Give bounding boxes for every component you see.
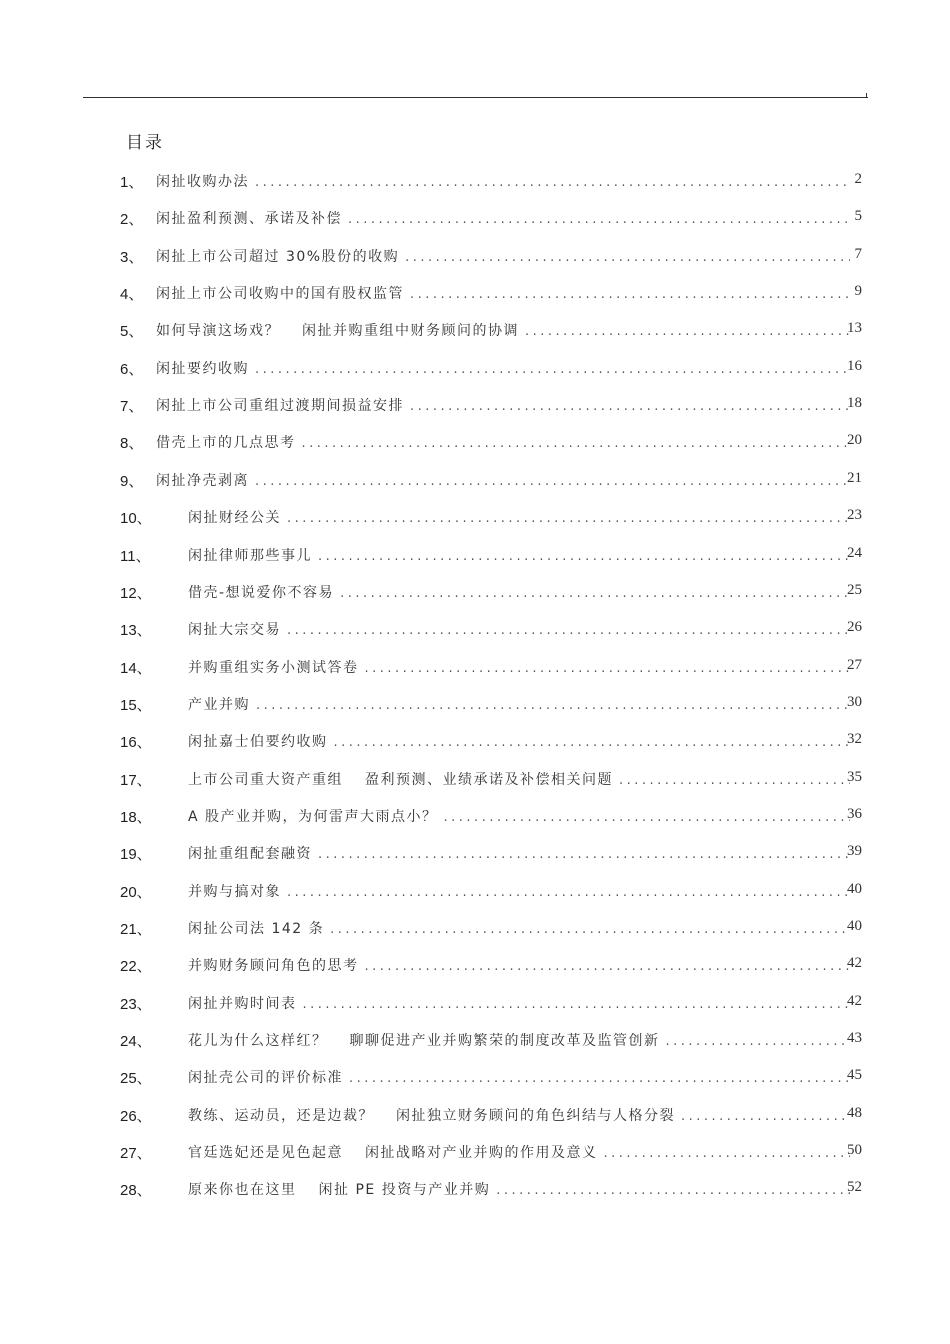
toc-entry-page-number: 40 (847, 918, 862, 934)
toc-entry-number: 28、 (120, 1182, 152, 1200)
toc-entry-title-line (156, 283, 850, 303)
toc-entry[interactable] (0, 1058, 950, 1095)
toc-entry[interactable] (0, 797, 950, 834)
toc-entry-page-number: 48 (847, 1104, 862, 1121)
toc-entry[interactable] (0, 1133, 950, 1170)
toc-entry-title-line (188, 731, 850, 751)
toc-entry-number: 27、 (120, 1145, 152, 1163)
toc-entry-number: 6、 (120, 360, 144, 378)
toc-entry[interactable] (0, 648, 950, 685)
toc-dot-leader (255, 474, 850, 489)
toc-entry-title: 教练、运动员，还是边裁？ (188, 1107, 374, 1124)
toc-entry-number: 7、 (120, 398, 144, 416)
toc-entry-title-line (188, 993, 850, 1013)
toc-entry[interactable] (0, 311, 950, 348)
toc-entry[interactable] (0, 536, 950, 573)
toc-entry-page-number: 42 (847, 992, 862, 1009)
toc-entry[interactable] (0, 199, 950, 236)
toc-dot-leader (318, 847, 850, 862)
toc-entry[interactable] (0, 498, 950, 535)
toc-dot-leader (302, 436, 851, 451)
toc-entry-number: 15、 (120, 696, 152, 714)
toc-entry-page-number: 25 (847, 581, 862, 598)
toc-entry[interactable] (0, 162, 950, 199)
toc-entry-page-number: 20 (847, 432, 862, 449)
toc-entry-subtitle: 盈利预测、业绩承诺及补偿相关问题 (365, 771, 613, 788)
toc-dot-leader (255, 175, 850, 190)
toc-entry-title: 并购重组实务小测试答卷 (188, 659, 359, 676)
toc-entry-title-line (188, 881, 850, 901)
toc-entry[interactable] (0, 573, 950, 610)
toc-entry[interactable] (0, 909, 950, 946)
toc-dot-leader (444, 810, 850, 825)
toc-dot-leader (348, 212, 850, 227)
toc-entry-subtitle: 闲扯独立财务顾问的角色纠结与人格分裂 (396, 1107, 675, 1124)
toc-entry-title-line (188, 507, 850, 527)
toc-entry-title: 闲扯收购办法 (156, 174, 249, 190)
toc-entry-title-line (156, 320, 850, 340)
header-rule (83, 97, 868, 98)
toc-entry-title: 原来你也在这里 (188, 1182, 297, 1199)
toc-entry-number: 24、 (120, 1033, 152, 1051)
toc-dot-leader (365, 661, 851, 676)
toc-entry-title: 上市公司重大资产重组 (188, 771, 343, 788)
toc-dot-leader (410, 399, 850, 414)
toc-dot-leader (619, 773, 850, 788)
toc-entry-title: 闲扯上市公司收购中的国有股权监管 (156, 286, 404, 303)
toc-entry[interactable] (0, 461, 950, 498)
toc-entry-number: 4、 (120, 286, 144, 304)
toc-dot-leader (349, 1071, 850, 1086)
toc-entry-subtitle: 闲扯 PE 投资与产业并购 (318, 1182, 491, 1199)
toc-entry[interactable] (0, 760, 950, 797)
toc-entry-title-line (156, 358, 850, 378)
toc-entry-page-number: 27 (847, 656, 862, 673)
toc-entry-page-number: 5 (854, 208, 862, 225)
toc-entry-title: 并购与搞对象 (188, 883, 281, 900)
toc-entry-title-line (188, 1142, 850, 1162)
toc-entry-title: 闲扯重组配套融资 (188, 846, 312, 863)
toc-dot-leader (405, 250, 850, 265)
toc-entry-page-number: 26 (847, 619, 862, 636)
toc-entry[interactable] (0, 685, 950, 722)
toc-entry-number: 9、 (120, 472, 144, 490)
toc-entry-title: 闲扯财经公关 (188, 510, 281, 527)
toc-entry-number: 19、 (120, 846, 152, 864)
toc-entry-title: 闲扯要约收购 (156, 360, 249, 377)
toc-entry-title: 并购财务顾问角色的思考 (188, 958, 359, 975)
toc-entry-title-line (156, 246, 850, 266)
toc-entry-title: 闲扯上市公司超过 30%股份的收购 (156, 248, 400, 265)
toc-entry-title: 闲扯净壳剥离 (156, 472, 249, 489)
toc-entry-page-number: 18 (847, 395, 862, 412)
toc-entry-title-line (188, 918, 850, 938)
toc-entry[interactable] (0, 349, 950, 386)
toc-dot-leader (340, 586, 850, 601)
toc-entry-title: 产业并购 (188, 696, 250, 713)
toc-entry-page-number: 39 (847, 843, 862, 860)
toc-entry-page-number: 7 (854, 245, 862, 262)
toc-entry-title: 闲扯盈利预测、承诺及补偿 (156, 211, 342, 228)
toc-entry-page-number: 32 (847, 731, 862, 748)
toc-entry-page-number: 16 (847, 357, 862, 374)
toc-entry-title: 闲扯嘉士伯要约收购 (188, 734, 328, 751)
toc-entry[interactable] (0, 386, 950, 423)
toc-entry-page-number: 21 (847, 469, 862, 486)
toc-dot-leader (365, 959, 851, 974)
toc-entry-title-line (188, 769, 850, 789)
toc-entry-subtitle: 闲扯并购重组中财务顾问的协调 (302, 323, 519, 340)
toc-entry-number: 16、 (120, 734, 152, 752)
toc-entry-number: 3、 (120, 248, 144, 266)
toc-dot-leader (287, 623, 850, 638)
toc-entry-number: 26、 (120, 1107, 152, 1125)
toc-entry[interactable] (0, 722, 950, 759)
toc-entry-title-line (188, 582, 850, 602)
toc-entry[interactable] (0, 1170, 950, 1207)
toc-entry[interactable] (0, 237, 950, 274)
header-rule-end-mark (866, 93, 867, 98)
toc-entry-title-line (188, 843, 850, 863)
toc-dot-leader (410, 287, 850, 302)
toc-entry[interactable] (0, 946, 950, 983)
toc-entry-title-line (188, 955, 850, 975)
toc-title: 目录 (126, 133, 164, 153)
toc-entry[interactable] (0, 1096, 950, 1133)
toc-entry-title: 花儿为什么这样红？ (188, 1033, 328, 1050)
toc-dot-leader (525, 324, 850, 339)
toc-entry-page-number: 40 (847, 880, 862, 897)
toc-entry-title-line (188, 1067, 850, 1087)
toc-entry-title: 借壳-想说爱你不容易 (188, 584, 335, 601)
toc-entry-page-number: 45 (847, 1067, 862, 1084)
toc-entry-title-line (156, 171, 850, 191)
toc-entry-title: 闲扯上市公司重组过渡期间损益安排 (156, 398, 404, 415)
toc-dot-leader (681, 1109, 850, 1124)
toc-entry-number: 25、 (120, 1070, 152, 1088)
toc-entry-number: 23、 (120, 995, 152, 1013)
toc-entry[interactable] (0, 834, 950, 871)
toc-entry-number: 18、 (120, 808, 152, 826)
toc-entry-number: 11、 (120, 547, 151, 565)
toc-entry[interactable] (0, 1021, 950, 1058)
toc-dot-leader (604, 1146, 851, 1161)
toc-entry-page-number: 35 (847, 768, 862, 785)
toc-entry-number: 21、 (120, 921, 152, 938)
toc-dot-leader (303, 997, 851, 1012)
toc-entry[interactable] (0, 610, 950, 647)
toc-entry-number: 5、 (120, 323, 144, 341)
toc-entry-page-number: 30 (847, 693, 862, 710)
toc-entry-title: 官廷选妃还是见色起意 (188, 1145, 343, 1162)
toc-entry-title-line (156, 208, 850, 228)
toc-dot-leader (334, 735, 851, 750)
toc-entry-title-line (188, 1179, 850, 1199)
toc-entry-title-line (188, 694, 850, 714)
toc-dot-leader (255, 362, 850, 377)
toc-dot-leader (318, 549, 850, 564)
toc-entry-number: 2、 (120, 211, 144, 229)
toc-dot-leader (496, 1183, 850, 1198)
toc-dot-leader (666, 1034, 851, 1049)
toc-entry-title: 借壳上市的几点思考 (156, 435, 296, 452)
toc-dot-leader (256, 698, 850, 713)
toc-entry-title: A 股产业并购，为何雷声大雨点小？ (188, 808, 438, 825)
toc-entry-number: 12、 (120, 584, 152, 602)
toc-dot-leader (287, 885, 850, 900)
toc-entry-title: 闲扯律师那些事儿 (188, 547, 312, 564)
toc-entry-page-number: 2 (854, 171, 862, 187)
toc-entry-number: 17、 (120, 771, 152, 789)
toc-entry-number: 1、 (120, 174, 144, 191)
toc-entry-number: 13、 (120, 622, 152, 640)
toc-entry-number: 20、 (120, 883, 152, 901)
toc-entry-title-line (188, 806, 850, 826)
toc-entry[interactable] (0, 423, 950, 460)
toc-entry-page-number: 24 (847, 544, 862, 561)
toc-entry-title-line (188, 619, 850, 639)
toc-entry-title-line (188, 657, 850, 677)
toc-entry-title: 闲扯并购时间表 (188, 995, 297, 1012)
toc-entry-number: 22、 (120, 958, 152, 976)
toc-entry-title: 如何导演这场戏？ (156, 323, 280, 340)
toc-entry-title-line (188, 1030, 850, 1050)
toc-entry-title: 闲扯壳公司的评价标准 (188, 1070, 343, 1087)
toc-entry-title-line (188, 545, 850, 565)
toc-entry-title-line (188, 1105, 850, 1125)
toc-entry-number: 10、 (120, 510, 152, 528)
toc-entry-title-line (156, 432, 850, 452)
toc-entry[interactable] (0, 984, 950, 1021)
toc-entry-page-number: 13 (847, 320, 862, 337)
toc-entry-page-number: 52 (847, 1179, 862, 1196)
toc-entry-title: 闲扯公司法 142 条 (188, 921, 325, 937)
toc-entry[interactable] (0, 872, 950, 909)
toc-entry-subtitle: 聊聊促进产业并购繁荣的制度改革及监管创新 (349, 1033, 660, 1050)
toc-entry-title-line (156, 395, 850, 415)
toc-entry-title-line (156, 470, 850, 490)
toc-entry-page-number: 43 (847, 1030, 862, 1047)
toc-entry-page-number: 50 (847, 1142, 862, 1159)
toc-entry-page-number: 42 (847, 955, 862, 972)
toc-entry-page-number: 9 (854, 283, 862, 300)
toc-entry[interactable] (0, 274, 950, 311)
toc-dot-leader (330, 922, 850, 937)
toc-entry-number: 14、 (120, 659, 152, 677)
toc-entry-number: 8、 (120, 435, 144, 453)
toc-entry-page-number: 23 (847, 507, 862, 524)
toc-entry-page-number: 36 (847, 805, 862, 822)
toc-dot-leader (287, 511, 850, 526)
toc-entry-title: 闲扯大宗交易 (188, 622, 281, 639)
toc-entry-subtitle: 闲扯战略对产业并购的作用及意义 (365, 1145, 598, 1162)
